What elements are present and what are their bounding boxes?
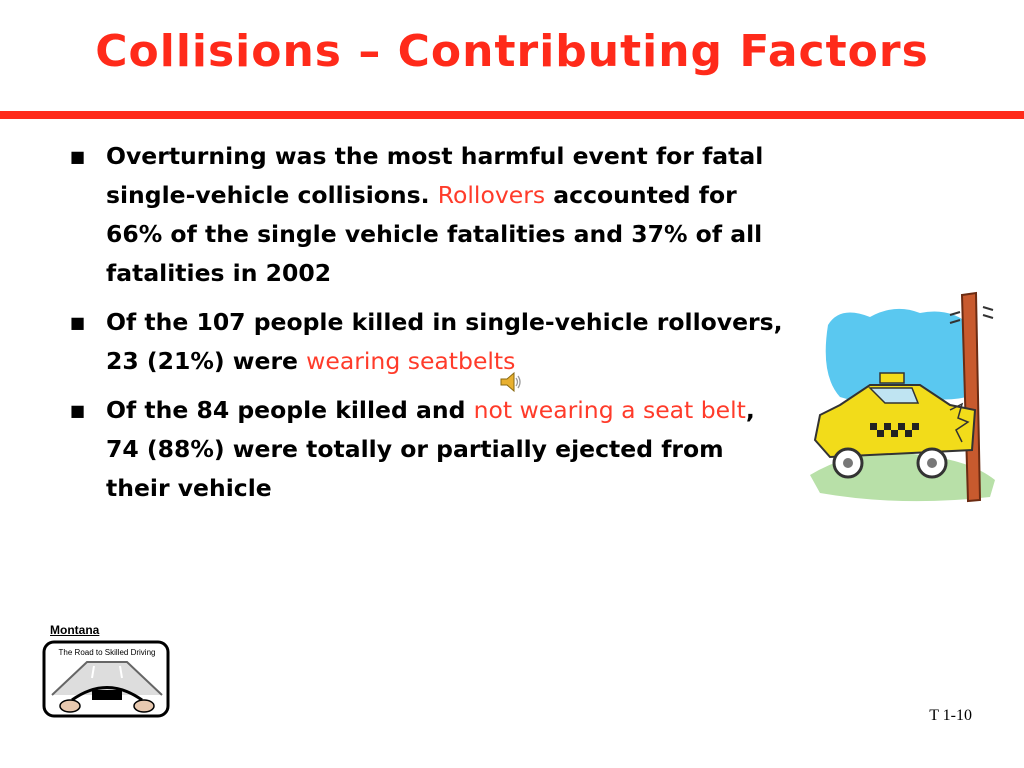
logo-tagline: The Road to Skilled Driving [58, 648, 156, 657]
speaker-icon[interactable] [499, 371, 523, 393]
slide-number: T 1-10 [929, 707, 972, 724]
logo-title: Montana [50, 623, 100, 637]
highlighted-text: wearing seatbelts [306, 347, 516, 375]
bullet-marker: ■ [70, 313, 86, 332]
bullet-text: accounted for 66% of the single vehicle fatalities and 37% of all fatalities in 2002 [106, 181, 763, 287]
bullet-text: Of the 107 people killed in single-vehicle rollovers, 23 (21%) were [106, 308, 783, 375]
bullet-marker: ■ [70, 147, 86, 166]
taxi-crash-clipart [800, 285, 1000, 505]
bullet-text: Overturning was the most harmful event for fatal single-vehicle collisions. [106, 142, 764, 209]
bullet-item [66, 391, 786, 508]
highlighted-text: not wearing a seat belt [473, 396, 746, 424]
bullet-item [66, 303, 786, 381]
bullet-item [66, 137, 786, 293]
slide-title: Collisions – Contributing Factors [95, 26, 929, 77]
title-divider [0, 111, 1024, 119]
highlighted-text: Rollovers [437, 181, 546, 209]
bullet-marker: ■ [70, 401, 86, 420]
bullet-text: , 74 (88%) were totally or partially ejected from their vehicle [106, 396, 755, 502]
bullet-text: Of the 84 people killed and [106, 396, 474, 424]
bullet-list [66, 137, 786, 518]
